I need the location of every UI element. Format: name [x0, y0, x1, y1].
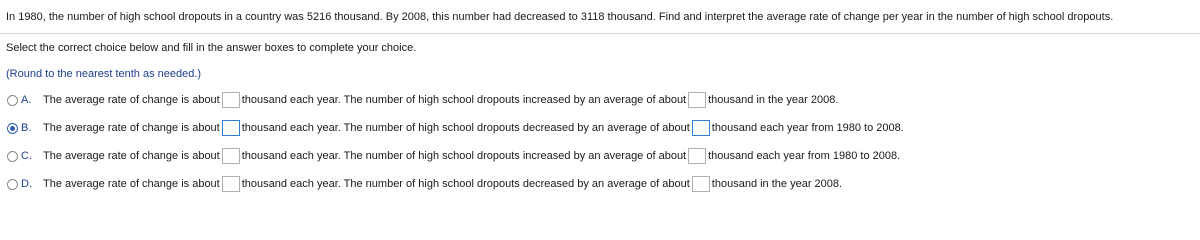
choice-a-answer-box-2[interactable] — [688, 92, 706, 108]
choice-a-text-2: thousand each year. The number of high school dropouts increased by an average of about — [241, 94, 687, 106]
choice-d-text-1: The average rate of change is about — [43, 178, 220, 190]
choice-a-answer-box-1[interactable] — [222, 92, 240, 108]
choice-c-text-2: thousand each year. The number of high school dropouts increased by an average of about — [241, 150, 687, 162]
instruction-text: Select the correct choice below and fill in the answer boxes to complete your choice. — [6, 42, 417, 54]
choice-d-answer-box-2[interactable] — [692, 176, 710, 192]
choice-d-text-3: thousand in the year 2008. — [711, 178, 843, 190]
choice-a-radio[interactable] — [7, 95, 18, 106]
choice-c-answer-box-1[interactable] — [222, 148, 240, 164]
choice-b-answer-box-2[interactable] — [692, 120, 710, 136]
choice-a-letter: A. — [21, 94, 32, 106]
choice-c-text-1: The average rate of change is about — [43, 150, 220, 162]
divider — [0, 33, 1200, 34]
choice-b-radio[interactable] — [7, 123, 18, 134]
choice-d-text-2: thousand each year. The number of high school dropouts decreased by an average of about — [241, 178, 690, 190]
choice-c[interactable] — [7, 147, 900, 165]
choice-d-answer-box-1[interactable] — [222, 176, 240, 192]
question-text: In 1980, the number of high school dropouts in a country was 5216 thousand. By 2008, this number had decreased to 3118 thousand. Find and interpret the average rate of change per year in the number of high school dropouts. — [6, 11, 1114, 23]
choice-d-letter: D. — [21, 178, 32, 190]
choice-a-text-1: The average rate of change is about — [43, 94, 220, 106]
choice-b[interactable] — [7, 119, 904, 137]
choice-a[interactable] — [7, 91, 838, 109]
choice-b-text-3: thousand each year from 1980 to 2008. — [711, 122, 904, 134]
rounding-hint: (Round to the nearest tenth as needed.) — [6, 68, 202, 80]
choice-d[interactable] — [7, 175, 842, 193]
choice-c-radio[interactable] — [7, 151, 18, 162]
choice-c-letter: C. — [21, 150, 32, 162]
choice-c-text-3: thousand each year from 1980 to 2008. — [708, 150, 901, 162]
choice-b-answer-box-1[interactable] — [222, 120, 240, 136]
choice-b-text-2: thousand each year. The number of high school dropouts decreased by an average of about — [241, 122, 690, 134]
choice-b-text-1: The average rate of change is about — [43, 122, 220, 134]
choice-a-text-3: thousand in the year 2008. — [708, 94, 839, 106]
choice-d-radio[interactable] — [7, 179, 18, 190]
choice-b-letter: B. — [21, 122, 32, 134]
choice-c-answer-box-2[interactable] — [688, 148, 706, 164]
